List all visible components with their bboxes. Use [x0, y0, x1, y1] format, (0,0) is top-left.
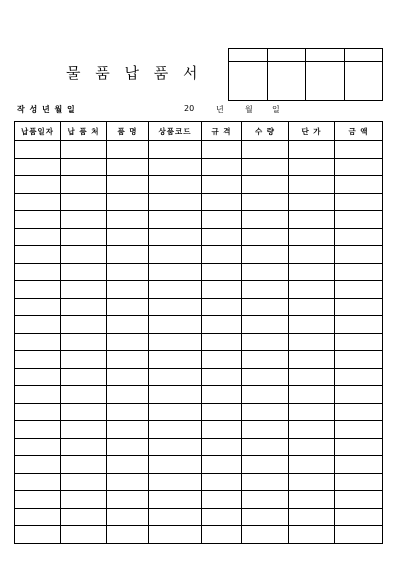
table-cell[interactable] — [335, 508, 383, 526]
table-row — [15, 141, 383, 159]
table-cell[interactable] — [202, 246, 242, 264]
table-row — [15, 281, 383, 299]
table-cell[interactable] — [149, 316, 202, 334]
table-cell[interactable] — [202, 176, 242, 194]
table-cell[interactable] — [107, 438, 149, 456]
table-row — [15, 386, 383, 404]
table-cell[interactable] — [15, 333, 61, 351]
table-cell[interactable] — [107, 316, 149, 334]
table-cell[interactable] — [61, 281, 107, 299]
table-cell[interactable] — [15, 263, 61, 281]
table-cell[interactable] — [335, 263, 383, 281]
approval-header-cell — [229, 49, 268, 62]
table-cell[interactable] — [335, 211, 383, 229]
table-cell[interactable] — [289, 526, 335, 544]
table-cell[interactable] — [149, 403, 202, 421]
table-cell[interactable] — [15, 141, 61, 159]
table-cell[interactable] — [202, 141, 242, 159]
table-cell[interactable] — [107, 491, 149, 509]
table-cell[interactable] — [202, 298, 242, 316]
table-cell[interactable] — [335, 438, 383, 456]
table-cell[interactable] — [289, 386, 335, 404]
table-cell[interactable] — [289, 316, 335, 334]
table-cell[interactable] — [61, 386, 107, 404]
table-cell[interactable] — [107, 386, 149, 404]
approval-header-cell — [306, 49, 345, 62]
header-delivery-destination: 납 품 처 — [61, 122, 107, 141]
day-unit: 일 — [272, 105, 280, 114]
table-cell[interactable] — [202, 386, 242, 404]
table-cell[interactable] — [15, 508, 61, 526]
approval-signature-cell[interactable] — [268, 62, 306, 101]
table-cell[interactable] — [202, 491, 242, 509]
table-cell[interactable] — [242, 298, 289, 316]
table-cell[interactable] — [242, 281, 289, 299]
table-cell[interactable] — [242, 176, 289, 194]
delivery-items-table — [14, 121, 383, 544]
table-row — [15, 193, 383, 211]
table-cell[interactable] — [107, 158, 149, 176]
table-cell[interactable] — [15, 158, 61, 176]
table-row — [15, 298, 383, 316]
table-cell[interactable] — [61, 526, 107, 544]
table-cell[interactable] — [242, 351, 289, 369]
table-cell[interactable] — [149, 193, 202, 211]
table-cell[interactable] — [149, 246, 202, 264]
table-cell[interactable] — [202, 158, 242, 176]
table-cell[interactable] — [242, 526, 289, 544]
table-cell[interactable] — [335, 456, 383, 474]
table-row — [15, 508, 383, 526]
table-cell[interactable] — [61, 246, 107, 264]
table-cell[interactable] — [15, 368, 61, 386]
table-cell[interactable] — [289, 176, 335, 194]
table-cell[interactable] — [289, 508, 335, 526]
table-cell[interactable] — [149, 491, 202, 509]
table-cell[interactable] — [202, 368, 242, 386]
table-cell[interactable] — [61, 403, 107, 421]
table-cell[interactable] — [202, 281, 242, 299]
table-cell[interactable] — [289, 246, 335, 264]
date-row — [17, 104, 317, 118]
table-cell[interactable] — [289, 281, 335, 299]
approval-signature-cell[interactable] — [229, 62, 268, 101]
table-cell[interactable] — [61, 316, 107, 334]
table-cell[interactable] — [107, 176, 149, 194]
table-cell[interactable] — [289, 158, 335, 176]
table-cell[interactable] — [149, 351, 202, 369]
table-cell[interactable] — [335, 368, 383, 386]
table-cell[interactable] — [149, 176, 202, 194]
table-cell[interactable] — [149, 438, 202, 456]
table-cell[interactable] — [289, 211, 335, 229]
table-cell[interactable] — [289, 228, 335, 246]
table-cell[interactable] — [107, 228, 149, 246]
table-cell[interactable] — [289, 193, 335, 211]
table-cell[interactable] — [202, 228, 242, 246]
table-cell[interactable] — [335, 526, 383, 544]
year-unit: 년 — [216, 105, 224, 114]
table-cell[interactable] — [149, 526, 202, 544]
table-cell[interactable] — [149, 298, 202, 316]
table-cell[interactable] — [15, 193, 61, 211]
approval-signature-cell[interactable] — [345, 62, 383, 101]
table-row — [15, 228, 383, 246]
table-row — [15, 316, 383, 334]
table-cell[interactable] — [61, 368, 107, 386]
table-cell[interactable] — [242, 316, 289, 334]
table-row — [15, 456, 383, 474]
table-cell[interactable] — [335, 473, 383, 491]
table-cell[interactable] — [335, 193, 383, 211]
table-cell[interactable] — [242, 473, 289, 491]
table-cell[interactable] — [15, 438, 61, 456]
approval-header-cell — [268, 49, 306, 62]
table-cell[interactable] — [202, 403, 242, 421]
table-cell[interactable] — [107, 456, 149, 474]
table-cell[interactable] — [335, 386, 383, 404]
table-cell[interactable] — [15, 211, 61, 229]
approval-signature-cell[interactable] — [306, 62, 345, 101]
table-cell[interactable] — [149, 263, 202, 281]
header-unit-price: 단 가 — [289, 122, 335, 141]
table-cell[interactable] — [61, 508, 107, 526]
table-cell[interactable] — [202, 333, 242, 351]
table-cell[interactable] — [289, 298, 335, 316]
table-row — [15, 438, 383, 456]
header-product-code: 상품코드 — [149, 122, 202, 141]
table-cell[interactable] — [242, 263, 289, 281]
month-unit: 월 — [245, 105, 253, 114]
table-row — [15, 158, 383, 176]
header-delivery-date: 납품일자 — [15, 122, 61, 141]
table-row — [15, 351, 383, 369]
table-cell[interactable] — [242, 193, 289, 211]
table-cell[interactable] — [242, 508, 289, 526]
table-cell[interactable] — [61, 228, 107, 246]
table-row — [15, 368, 383, 386]
table-cell[interactable] — [202, 421, 242, 439]
table-cell[interactable] — [149, 158, 202, 176]
table-cell[interactable] — [149, 333, 202, 351]
table-cell[interactable] — [335, 228, 383, 246]
table-row — [15, 246, 383, 264]
table-cell[interactable] — [107, 403, 149, 421]
table-cell[interactable] — [202, 508, 242, 526]
table-cell[interactable] — [335, 298, 383, 316]
table-row — [15, 403, 383, 421]
table-body — [15, 141, 383, 544]
table-cell[interactable] — [335, 158, 383, 176]
table-cell[interactable] — [107, 351, 149, 369]
table-cell[interactable] — [202, 456, 242, 474]
table-cell[interactable] — [61, 158, 107, 176]
table-cell[interactable] — [289, 368, 335, 386]
table-cell[interactable] — [149, 508, 202, 526]
date-label: 작 성 년 월 일 — [17, 105, 76, 114]
table-cell[interactable] — [335, 491, 383, 509]
year-prefix: 20 — [184, 104, 195, 113]
table-cell[interactable] — [242, 368, 289, 386]
table-cell[interactable] — [107, 246, 149, 264]
table-cell[interactable] — [15, 351, 61, 369]
table-cell[interactable] — [61, 141, 107, 159]
table-cell[interactable] — [107, 508, 149, 526]
table-cell[interactable] — [61, 351, 107, 369]
table-cell[interactable] — [242, 333, 289, 351]
table-cell[interactable] — [335, 333, 383, 351]
table-cell[interactable] — [15, 526, 61, 544]
table-cell[interactable] — [289, 456, 335, 474]
table-cell[interactable] — [335, 403, 383, 421]
table-row — [15, 491, 383, 509]
approval-stamp-box — [228, 48, 383, 101]
table-cell[interactable] — [149, 473, 202, 491]
table-cell[interactable] — [107, 526, 149, 544]
table-cell[interactable] — [242, 228, 289, 246]
table-cell[interactable] — [15, 473, 61, 491]
table-cell[interactable] — [107, 281, 149, 299]
table-cell[interactable] — [335, 176, 383, 194]
table-cell[interactable] — [61, 211, 107, 229]
table-cell[interactable] — [149, 386, 202, 404]
table-row — [15, 211, 383, 229]
table-cell[interactable] — [202, 211, 242, 229]
table-cell[interactable] — [149, 421, 202, 439]
table-cell[interactable] — [61, 298, 107, 316]
table-cell[interactable] — [61, 193, 107, 211]
table-cell[interactable] — [149, 281, 202, 299]
table-cell[interactable] — [242, 211, 289, 229]
table-cell[interactable] — [242, 491, 289, 509]
table-cell[interactable] — [15, 246, 61, 264]
table-cell[interactable] — [289, 333, 335, 351]
table-cell[interactable] — [61, 333, 107, 351]
table-cell[interactable] — [242, 456, 289, 474]
header-specification: 규 격 — [202, 122, 242, 141]
table-cell[interactable] — [149, 228, 202, 246]
table-cell[interactable] — [289, 473, 335, 491]
table-cell[interactable] — [61, 421, 107, 439]
table-cell[interactable] — [15, 403, 61, 421]
table-cell[interactable] — [202, 526, 242, 544]
table-cell[interactable] — [107, 298, 149, 316]
table-cell[interactable] — [107, 473, 149, 491]
table-row — [15, 421, 383, 439]
table-cell[interactable] — [335, 141, 383, 159]
header-item-name: 품 명 — [107, 122, 149, 141]
table-cell[interactable] — [15, 386, 61, 404]
table-cell[interactable] — [289, 141, 335, 159]
table-cell[interactable] — [202, 316, 242, 334]
table-cell[interactable] — [242, 438, 289, 456]
table-cell[interactable] — [289, 403, 335, 421]
table-row — [15, 526, 383, 544]
table-cell[interactable] — [335, 281, 383, 299]
table-cell[interactable] — [335, 421, 383, 439]
table-header-row — [15, 122, 383, 141]
header-quantity: 수 량 — [242, 122, 289, 141]
table-cell[interactable] — [289, 438, 335, 456]
table-cell[interactable] — [107, 211, 149, 229]
table-cell[interactable] — [61, 473, 107, 491]
table-cell[interactable] — [15, 456, 61, 474]
table-cell[interactable] — [15, 228, 61, 246]
table-cell[interactable] — [149, 211, 202, 229]
table-cell[interactable] — [202, 351, 242, 369]
table-cell[interactable] — [15, 298, 61, 316]
table-cell[interactable] — [242, 403, 289, 421]
table-cell[interactable] — [61, 438, 107, 456]
table-cell[interactable] — [15, 316, 61, 334]
table-cell[interactable] — [242, 141, 289, 159]
table-cell[interactable] — [242, 386, 289, 404]
table-row — [15, 333, 383, 351]
table-cell[interactable] — [335, 316, 383, 334]
table-cell[interactable] — [289, 263, 335, 281]
table-cell[interactable] — [149, 141, 202, 159]
table-cell[interactable] — [107, 141, 149, 159]
table-cell[interactable] — [149, 368, 202, 386]
document-title: 물 품 납 품 서 — [66, 64, 203, 82]
table-cell[interactable] — [289, 421, 335, 439]
table-cell[interactable] — [107, 333, 149, 351]
table-row — [15, 176, 383, 194]
table-cell[interactable] — [61, 491, 107, 509]
approval-header-cell — [345, 49, 383, 62]
table-row — [15, 263, 383, 281]
table-cell[interactable] — [15, 176, 61, 194]
table-cell[interactable] — [149, 456, 202, 474]
table-cell[interactable] — [242, 158, 289, 176]
table-cell[interactable] — [335, 351, 383, 369]
table-cell[interactable] — [61, 176, 107, 194]
table-cell[interactable] — [202, 263, 242, 281]
table-row — [15, 473, 383, 491]
table-cell[interactable] — [107, 368, 149, 386]
table-cell[interactable] — [61, 263, 107, 281]
table-cell[interactable] — [335, 246, 383, 264]
table-cell[interactable] — [107, 263, 149, 281]
table-cell[interactable] — [242, 246, 289, 264]
table-cell[interactable] — [15, 491, 61, 509]
table-cell[interactable] — [107, 421, 149, 439]
table-cell[interactable] — [15, 281, 61, 299]
table-cell[interactable] — [15, 421, 61, 439]
table-cell[interactable] — [289, 351, 335, 369]
table-cell[interactable] — [61, 456, 107, 474]
table-cell[interactable] — [202, 438, 242, 456]
header-amount: 금 액 — [335, 122, 383, 141]
table-cell[interactable] — [202, 193, 242, 211]
table-cell[interactable] — [289, 491, 335, 509]
table-cell[interactable] — [107, 193, 149, 211]
table-cell[interactable] — [202, 473, 242, 491]
table-cell[interactable] — [242, 421, 289, 439]
